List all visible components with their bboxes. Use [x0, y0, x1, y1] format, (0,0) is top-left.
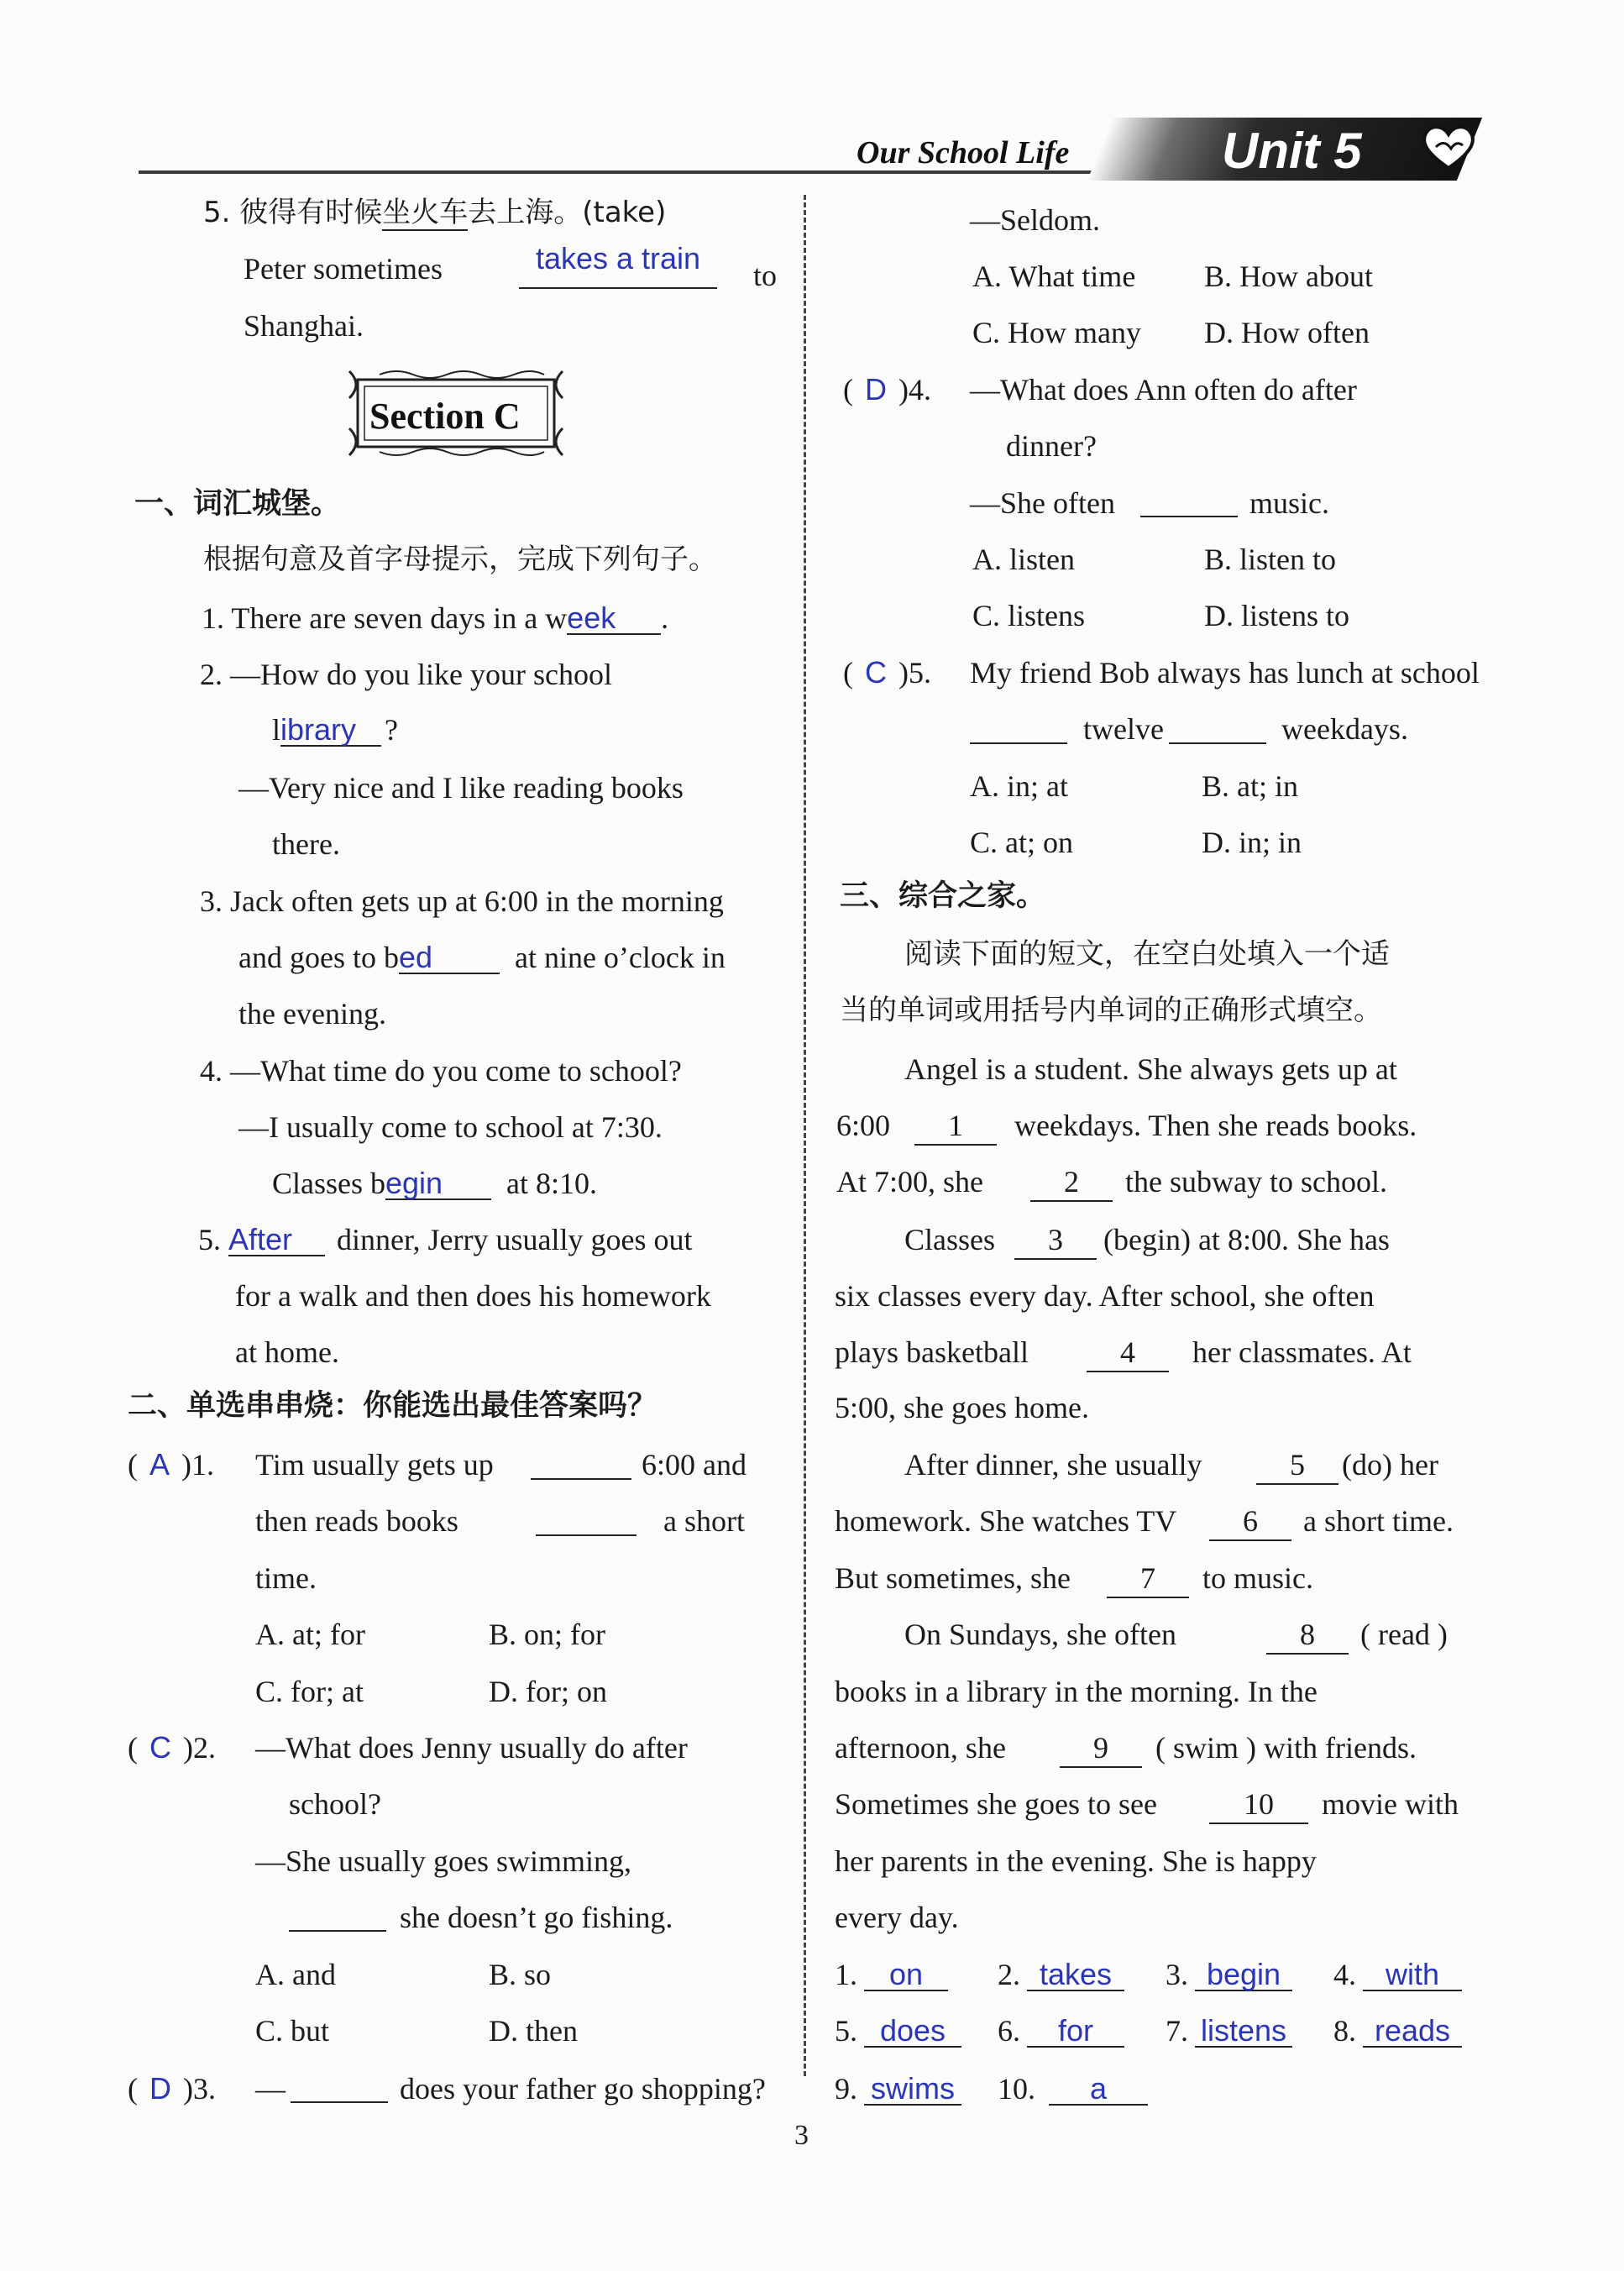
p2-q3-line1a: —: [255, 2072, 286, 2106]
c-q1: 1. There are seven days in a week .: [202, 601, 669, 635]
p2-q1-optB: B. on; for: [489, 1618, 605, 1651]
answer-item: 5. does: [835, 2016, 961, 2048]
r-q5-blank2: [1169, 742, 1266, 744]
p3-l1b: (do) her: [1342, 1448, 1438, 1482]
r-q5-optD: D. in; in: [1202, 826, 1302, 859]
header-subtitle: Our School Life: [857, 135, 1070, 170]
blank-2: 2: [1030, 1167, 1113, 1202]
p4-l4b: movie with: [1322, 1787, 1459, 1821]
p1-l2b: weekdays. Then she reads books.: [1014, 1109, 1417, 1142]
p2-q1-line1a: Tim usually gets up: [255, 1448, 494, 1482]
c-q4-line1: 4. —What time do you come to school?: [200, 1054, 682, 1088]
p2-q1-blank2: [536, 1534, 637, 1536]
p3-l3a: But sometimes, she: [835, 1561, 1071, 1595]
r-q5-optB: B. at; in: [1202, 769, 1298, 803]
p2-q2-blank: [289, 1930, 386, 1932]
blank-1: 1: [914, 1110, 997, 1146]
c-q2-line3: —Very nice and I like reading books: [238, 771, 684, 805]
part2-title: 二、单选串串烧：你能选出最佳答案吗？: [128, 1389, 657, 1423]
p4-l3a: afternoon, she: [835, 1731, 1006, 1765]
c-q4-line3: Classes begin at 8:10.: [272, 1166, 597, 1200]
p2-q3-answer-paren: ( D )3.: [128, 2071, 216, 2106]
p4-l5: her parents in the evening. She is happy: [835, 1844, 1317, 1878]
section-c-title: Section C: [369, 396, 521, 437]
c-q3-line1: 3. Jack often gets up at 6:00 in the morning: [200, 884, 724, 918]
p2-q2-optA: A. and: [255, 1958, 336, 1991]
p2-q2-line3: —She usually goes swimming,: [255, 1844, 631, 1878]
p2-q1-answer-paren: ( A )1.: [128, 1447, 215, 1482]
p4-l6: every day.: [835, 1901, 959, 1934]
p3-l3b: to music.: [1202, 1561, 1313, 1595]
r-q4-optB: B. listen to: [1204, 543, 1337, 576]
r-q5-line1: My friend Bob always has lunch at school: [970, 656, 1480, 690]
r-q4-line3a: —She often: [970, 486, 1115, 520]
p2-q1-line1b: 6:00 and: [642, 1448, 747, 1482]
part1-title: 一、词汇城堡。: [134, 487, 341, 521]
r-q4-line1: —What does Ann often do after: [970, 373, 1357, 406]
c-q5-line1: 5. After dinner, Jerry usually goes out: [198, 1222, 693, 1256]
b-q5-en-line2: Shanghai.: [244, 309, 364, 343]
p2-l1b: (begin) at 8:00. She has: [1103, 1223, 1390, 1256]
answer-item: 6. for: [998, 2016, 1124, 2048]
b-q5-en-start: Peter sometimes: [244, 252, 443, 286]
part3-instruction1: 阅读下面的短文，在空白处填入一个适: [904, 937, 1390, 971]
p2-q2-line2: school?: [289, 1787, 381, 1821]
p2-q2-optB: B. so: [489, 1958, 552, 1991]
r-q5-blank1: [970, 742, 1067, 744]
p3-l2a: homework. She watches TV: [835, 1504, 1177, 1538]
r-q5-line2a: twelve: [1083, 712, 1164, 746]
blank-7: 7: [1107, 1563, 1189, 1598]
r-q4-optA: A. listen: [972, 543, 1075, 576]
heart-logo-icon: [1419, 122, 1478, 172]
p2-q1-line2b: a short: [663, 1504, 745, 1538]
r-q4-line2: dinner?: [1006, 429, 1097, 463]
p1-l2a: 6:00: [836, 1109, 891, 1142]
p1-l3b: the subway to school.: [1125, 1165, 1387, 1198]
answer-item: 4. with: [1333, 1959, 1462, 1991]
q3-optD: D. How often: [1204, 316, 1370, 349]
q3-optA: A. What time: [972, 260, 1136, 293]
part3-title: 三、综合之家。: [840, 879, 1046, 913]
p2-l1a: Classes: [904, 1223, 995, 1256]
p2-q1-optD: D. for; on: [489, 1675, 607, 1708]
r-q5-answer-paren: ( C )5.: [843, 655, 931, 690]
blank-8: 8: [1266, 1619, 1349, 1655]
c-q3-line3: the evening.: [238, 997, 386, 1031]
column-divider: [804, 195, 806, 2076]
p2-q1-optC: C. for; at: [255, 1675, 364, 1708]
blank-9: 9: [1060, 1733, 1142, 1768]
p1-l1: Angel is a student. She always gets up at: [904, 1052, 1397, 1086]
q3-optB: B. How about: [1204, 260, 1373, 293]
answer-item: 3. begin: [1166, 1959, 1292, 1991]
p2-q1-optA: A. at; for: [255, 1618, 365, 1651]
c-q2-line2: library ?: [272, 712, 398, 747]
r-q5-optA: A. in; at: [970, 769, 1068, 803]
p1-l3a: At 7:00, she: [836, 1165, 983, 1198]
p2-q2-line4: she doesn’t go fishing.: [400, 1901, 673, 1934]
c-q2-line1: 2. —How do you like your school: [200, 658, 612, 691]
p2-l3a: plays basketball: [835, 1335, 1029, 1369]
p2-q3-blank: [291, 2101, 388, 2103]
p4-l1b: ( read ): [1360, 1618, 1448, 1651]
b-q5-en-after: to: [753, 259, 778, 292]
c-q5-line2: for a walk and then does his homework: [235, 1279, 711, 1313]
p4-l1a: On Sundays, she often: [904, 1618, 1176, 1651]
p2-q2-answer-paren: ( C )2.: [128, 1730, 216, 1765]
blank-10: 10: [1209, 1789, 1308, 1824]
part1-instruction: 根据句意及首字母提示，完成下列句子。: [203, 543, 717, 576]
p2-l4: 5:00, she goes home.: [835, 1391, 1089, 1424]
p3-l2b: a short time.: [1303, 1504, 1454, 1538]
answer-item: 1. on: [835, 1959, 948, 1991]
p2-q1-line2a: then reads books: [255, 1504, 458, 1538]
p2-q2-optD: D. then: [489, 2014, 578, 2048]
r-q4-optD: D. listens to: [1204, 599, 1350, 632]
answer-item: 9. swims: [835, 2074, 961, 2106]
p2-q2-optC: C. but: [255, 2014, 330, 2048]
c-q3-line2: and goes to bed at nine o’clock in: [238, 940, 726, 974]
p4-l4a: Sometimes she goes to see: [835, 1787, 1157, 1821]
c-q2-line4: there.: [272, 827, 340, 861]
b-q5-answer-blank: takes a train: [519, 244, 717, 289]
blank-6: 6: [1209, 1506, 1291, 1541]
p4-l3b: ( swim ) with friends.: [1155, 1731, 1417, 1765]
p2-q1-line3: time.: [255, 1561, 317, 1595]
r-q4-blank: [1140, 516, 1238, 517]
blank-3: 3: [1014, 1225, 1097, 1260]
p2-q2-line1: —What does Jenny usually do after: [255, 1731, 688, 1765]
r-q4-answer-paren: ( D )4.: [843, 372, 931, 406]
r-q5-line2b: weekdays.: [1281, 712, 1408, 746]
c-q4-line2: —I usually come to school at 7:30.: [238, 1110, 663, 1144]
unit-title: Unit 5: [1222, 123, 1362, 179]
p2-l3b: her classmates. At: [1192, 1335, 1412, 1369]
b-q5-chinese: 5. 彼得有时候坐火车去上海。(take): [203, 196, 667, 229]
answer-item: 8. reads: [1333, 2016, 1462, 2048]
p3-l1a: After dinner, she usually: [904, 1448, 1202, 1482]
q3-optC: C. How many: [972, 316, 1141, 349]
answer-item: 2. takes: [998, 1959, 1124, 1991]
r-q5-optC: C. at; on: [970, 826, 1073, 859]
c-q5-line3: at home.: [235, 1335, 339, 1369]
p4-l2: books in a library in the morning. In the: [835, 1675, 1318, 1708]
q3-reply: —Seldom.: [970, 203, 1101, 237]
p2-q1-blank1: [531, 1478, 631, 1480]
blank-4: 4: [1087, 1337, 1169, 1372]
page-number: 3: [794, 2120, 809, 2151]
r-q4-optC: C. listens: [972, 599, 1086, 632]
p2-q3-line1b: does your father go shopping?: [400, 2072, 766, 2106]
r-q4-line3b: music.: [1249, 486, 1329, 520]
p2-l2: six classes every day. After school, she often: [835, 1279, 1375, 1313]
part3-instruction2: 当的单词或用括号内单词的正确形式填空。: [840, 994, 1382, 1027]
blank-5: 5: [1256, 1450, 1338, 1485]
answer-item: 10. a: [998, 2074, 1148, 2106]
answer-item: 7. listens: [1166, 2016, 1292, 2048]
